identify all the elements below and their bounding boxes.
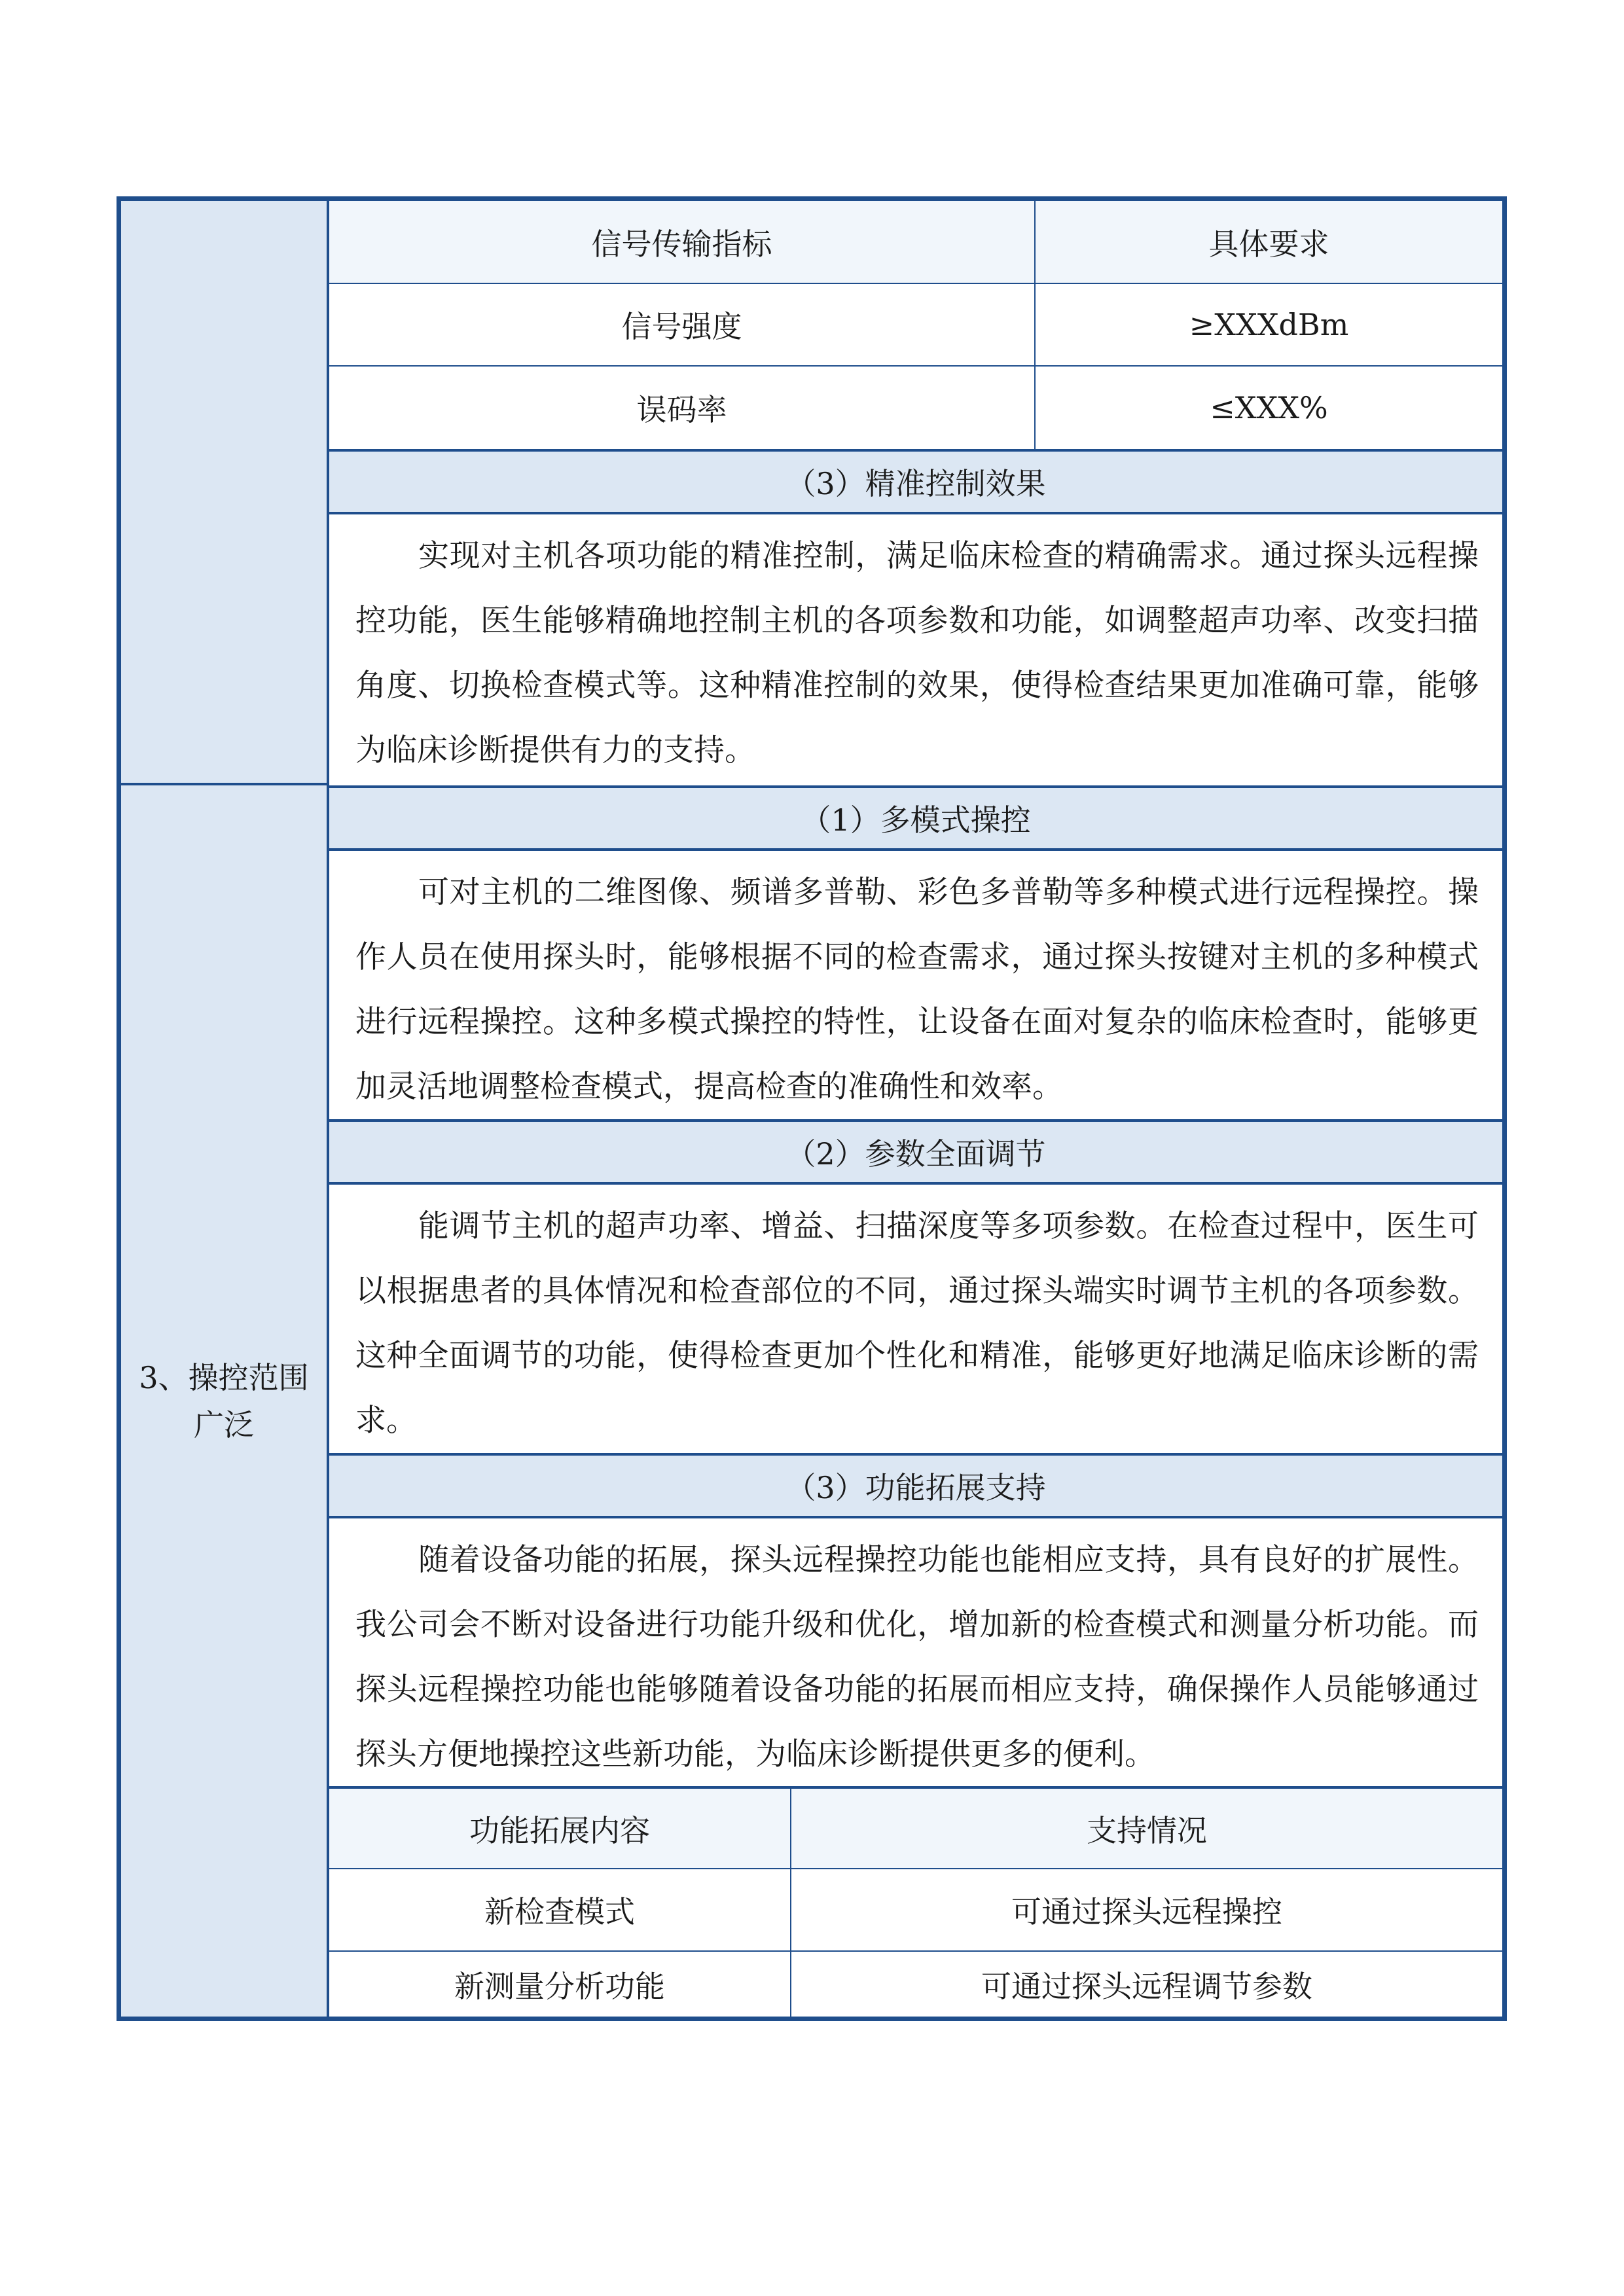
multi-mode-title: （1）多模式操控 — [329, 785, 1502, 851]
multi-mode-paragraph: 可对主机的二维图像、频谱多普勒、彩色多普勒等多种模式进行远程操控。操作人员在使用探头时，能够根据不同的检查需求，通过探头按键对主机的多种模式进行远程操控。这种多模式操控的特性，让设备在面对复杂的临床检查时，能够更加灵活地调整检查模式，提高检查的准确性和效率。 — [355, 874, 1479, 1105]
ext-row-1-support: 可通过探头远程操控 — [1011, 1894, 1282, 1929]
ext-row-1-content: 新检查模式 — [329, 1869, 791, 1950]
signal-row-1-name: 信号强度 — [329, 284, 1036, 365]
ext-table-header-row — [329, 1786, 1502, 1869]
content-table — [117, 196, 1507, 2021]
signal-row-2-value: ≤XXX% — [1210, 390, 1328, 425]
table-row — [329, 1952, 1502, 2017]
section-3-label: 3、操控范围广泛 — [139, 1359, 309, 1443]
signal-row-2-name: 误码率 — [329, 367, 1036, 449]
param-adjust-paragraph: 能调节主机的超声功率、增益、扫描深度等多项参数。在检查过程中，医生可以根据患者的具体情况和检查部位的不同，通过探头端实时调节主机的各项参数。这种全面调节的功能，使得检查更加个性化和精准，能够更好地满足临床诊断的需求。 — [355, 1208, 1479, 1439]
ext-row-2-support: 可通过探头远程调节参数 — [981, 1968, 1312, 2004]
function-ext-paragraph: 随着设备功能的拓展，探头远程操控功能也能相应支持，具有良好的扩展性。我公司会不断对设备进行功能升级和优化，增加新的检查模式和测量分析功能。而探头远程操控功能也能够随着设备功能的拓展而相应支持，确保操作人员能够通过探头方便地操控这些新功能，为临床诊断提供更多的便利。 — [355, 1542, 1479, 1772]
ext-row-2-content: 新测量分析功能 — [329, 1952, 791, 2017]
precise-control-paragraph: 实现对主机各项功能的精准控制，满足临床检查的精确需求。通过探头远程操控功能，医生能够精确地控制主机的各项参数和功能，如调整超声功率、改变扫描角度、切换检查模式等。这种精准控制的效果，使得检查结果更加准确可靠，能够为临床诊断提供有力的支持。 — [355, 538, 1479, 768]
signal-header-indicator: 信号传输指标 — [329, 201, 1036, 283]
table-row — [329, 367, 1502, 449]
ext-header-content: 功能拓展内容 — [329, 1789, 791, 1868]
left-column-top-cell — [121, 201, 329, 785]
left-column-section-cell — [121, 785, 329, 2017]
signal-row-1-value: ≥XXXdBm — [1189, 307, 1349, 342]
ext-header-support: 支持情况 — [1087, 1812, 1207, 1848]
precise-control-title: （3）精准控制效果 — [329, 449, 1502, 514]
function-ext-title: （3）功能拓展支持 — [329, 1453, 1502, 1518]
param-adjust-title: （2）参数全面调节 — [329, 1119, 1502, 1185]
signal-table-header-row — [329, 201, 1502, 284]
signal-header-requirement: 具体要求 — [1208, 226, 1329, 262]
table-row — [329, 1869, 1502, 1952]
table-row — [329, 284, 1502, 367]
